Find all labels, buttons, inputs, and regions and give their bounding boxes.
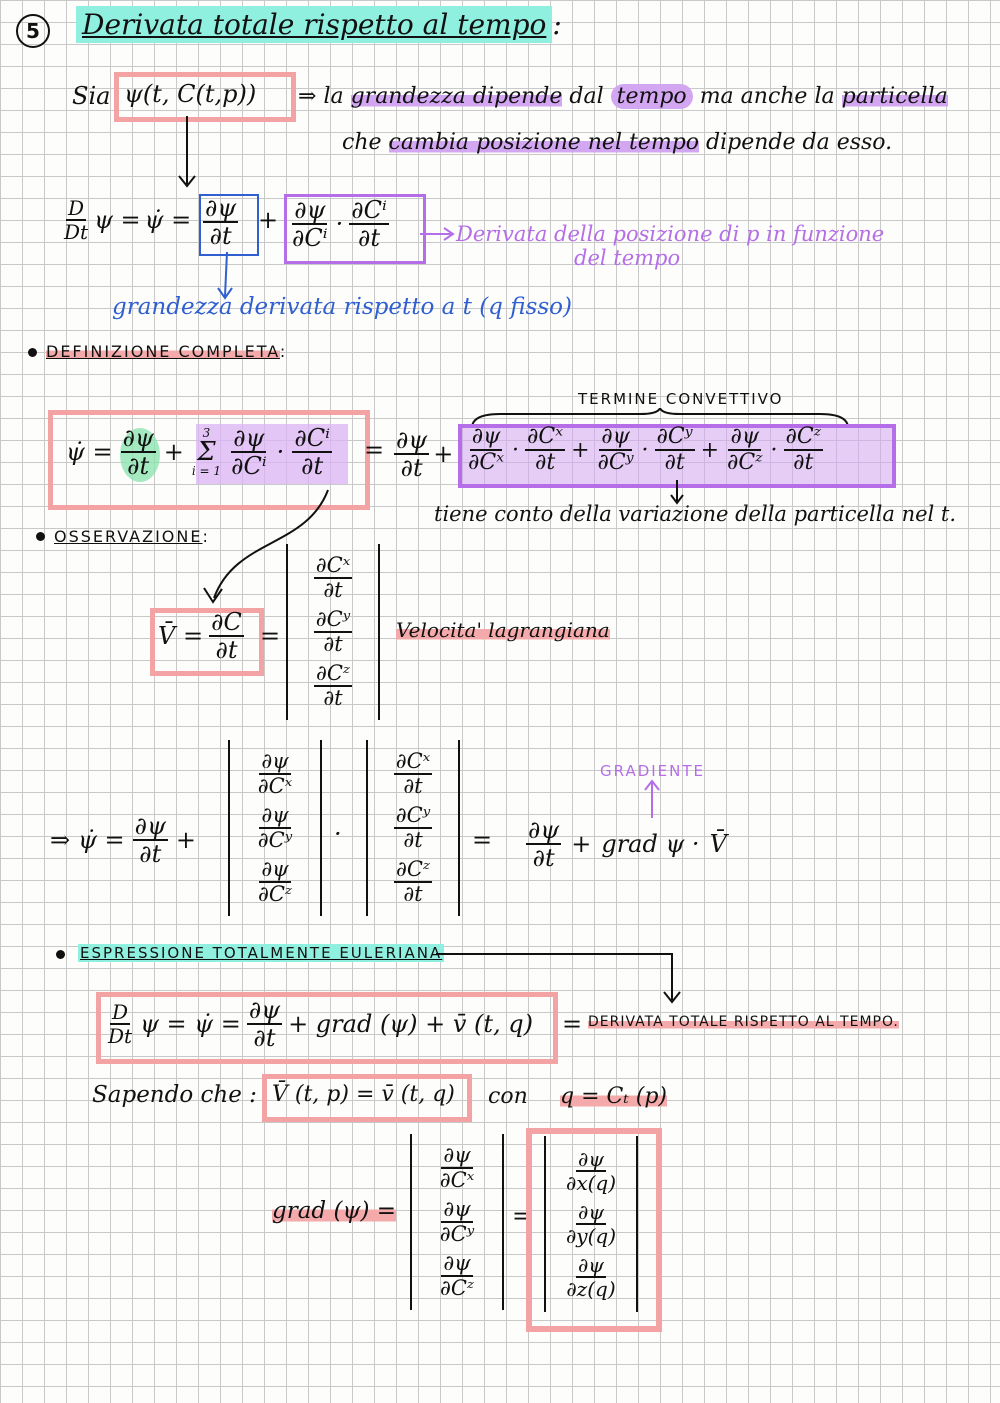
eq2-dot: · — [334, 820, 342, 848]
function-expr: ψ(t, C(t,p)) — [124, 80, 257, 108]
euleriana-label: ESPRESSIONE TOTALMENTE EULERIANA — [80, 944, 443, 962]
bullet-icon — [28, 348, 37, 357]
sia-label: Sia — [72, 82, 111, 110]
definition-equals: = — [364, 436, 385, 464]
eq2-lhs: ⇒ ψ̇ = $\frac{\partial\psi}{\partial t}$ + — [50, 812, 197, 868]
euleriana-result: DERIVATA TOTALE RISPETTO AL TEMPO. — [588, 1014, 899, 1030]
conv-label: TERMINE CONVETTIVO — [578, 390, 784, 408]
eq1-term2: $\frac{\partial\psi}{\text{∂Cⁱ}}$ · $\frac{\text{∂Cⁱ}}{\partial t}$ — [292, 196, 387, 252]
velocity-vector: $\frac{\text{∂Cˣ}}{\partial t}$ $\frac{\text{∂Cʸ}}{\partial t}$ $\frac{\text{∂Cᶻ}}{\partial t}$ — [286, 544, 380, 720]
eq1-lhs: $\frac{D}{Dt}$ ψ = ψ̇ = — [64, 196, 192, 244]
intro-line-1: ⇒ la grandezza dipende dal tempo ma anche la particella — [298, 84, 948, 109]
definition-eq: ψ̇ = $\frac{\partial\psi}{\partial t}$ + 3 Σ i = 1 $\frac{\partial\psi}{\text{∂Cⁱ}}$ · $\frac{\text{∂Cⁱ}}{\partial t}$ — [66, 424, 330, 480]
conv-note: tiene conto della variazione della particella nel t. — [434, 502, 957, 526]
grad-lhs: grad (ψ) = — [272, 1198, 397, 1224]
grad-def-left-vector: $\frac{\partial\psi}{\text{∂Cˣ}}$ $\frac{\partial\psi}{\text{∂Cʸ}}$ $\frac{\partial\psi}{\text{∂Cᶻ}}$ — [410, 1134, 504, 1310]
eq1-term1: $\frac{\partial\psi}{\partial t}$ — [205, 194, 237, 250]
velocity-equals: = — [260, 622, 281, 650]
arrow-down-icon — [175, 114, 199, 190]
grad-def-equals: = — [512, 1202, 533, 1230]
arrow-up-icon — [642, 778, 662, 820]
velocity-def: V̄ = $\frac{\partial C}{\partial t}$ — [158, 608, 242, 664]
gradiente-label: GRADIENTE — [600, 762, 706, 780]
sapendo-relation: V̄ (t, p) = v̄ (t, q) — [272, 1082, 455, 1107]
euleriana-eq: $\frac{D}{Dt}$ ψ = ψ̇ = $\frac{\partial\psi}{\partial t}$ + grad (ψ) + v̄ (t, q) — [108, 996, 534, 1052]
definizione-label: DEFINIZIONE COMPLETA: — [46, 342, 288, 361]
bullet-icon — [56, 950, 65, 959]
page-title-text: Derivata totale rispetto al tempo — [76, 6, 552, 43]
bullet-icon — [36, 532, 45, 541]
section-number-circle — [16, 14, 50, 48]
euleriana-equals: = — [562, 1010, 583, 1038]
sapendo-con: con — [488, 1084, 528, 1109]
grad-vector: $\frac{\partial\psi}{\text{∂Cˣ}}$ $\frac{\partial\psi}{\text{∂Cʸ}}$ $\frac{\partial\psi}{\text{∂Cᶻ}}$ — [228, 740, 322, 916]
eq2-rhs: $\frac{\partial\psi}{\partial t}$ + grad ψ · V̄ — [528, 816, 727, 872]
grad-def-right-vector: $\frac{\partial\psi}{\partial x(q)}$ $\frac{\partial\psi}{\partial y(q)}$ $\frac{\partial\psi}{\partial z(q)}$ — [544, 1136, 638, 1312]
arrow-right-icon — [420, 226, 456, 242]
velocity-label: Velocita' lagrangiana — [396, 618, 610, 642]
page-title: Derivata totale rispetto al tempo : — [76, 8, 562, 41]
eq1-blue-note: grandezza derivata rispetto a t (q fisso) — [112, 294, 572, 320]
intro-line-2: che cambia posizione nel tempo dipende da esso. — [342, 130, 893, 155]
conv-terms: $\frac{\partial\psi}{\text{∂Cˣ}}$ · $\frac{\text{∂Cˣ}}{\partial t}$ + $\frac{\partial\psi}{\text{∂Cʸ}}$ · $\frac{\text{∂Cʸ}}{\partial t}$ + $\frac{\partial\psi}{\text{∂Cᶻ}}$ · $\frac{\text{∂Cᶻ}}{\partial t}$ — [468, 424, 822, 475]
eq1-plus: + — [258, 206, 279, 234]
sapendo-label: Sapendo che : — [92, 1082, 257, 1108]
definition-rhs-t: $\frac{\partial\psi}{\partial t}$ + — [396, 426, 454, 482]
eq1-note-line2: del tempo — [574, 246, 681, 270]
sapendo-q: q = Cₜ (p) — [560, 1084, 668, 1109]
osservazione-label: OSSERVAZIONE: — [54, 527, 210, 546]
eq2-equals: = — [472, 826, 493, 854]
vel-vector: $\frac{\text{∂Cˣ}}{\partial t}$ $\frac{\text{∂Cʸ}}{\partial t}$ $\frac{\text{∂Cᶻ}}{\partial t}$ — [366, 740, 460, 916]
section-number: 5 — [26, 19, 40, 43]
eq1-note-line1: Derivata della posizione di p in funzione — [456, 222, 885, 246]
